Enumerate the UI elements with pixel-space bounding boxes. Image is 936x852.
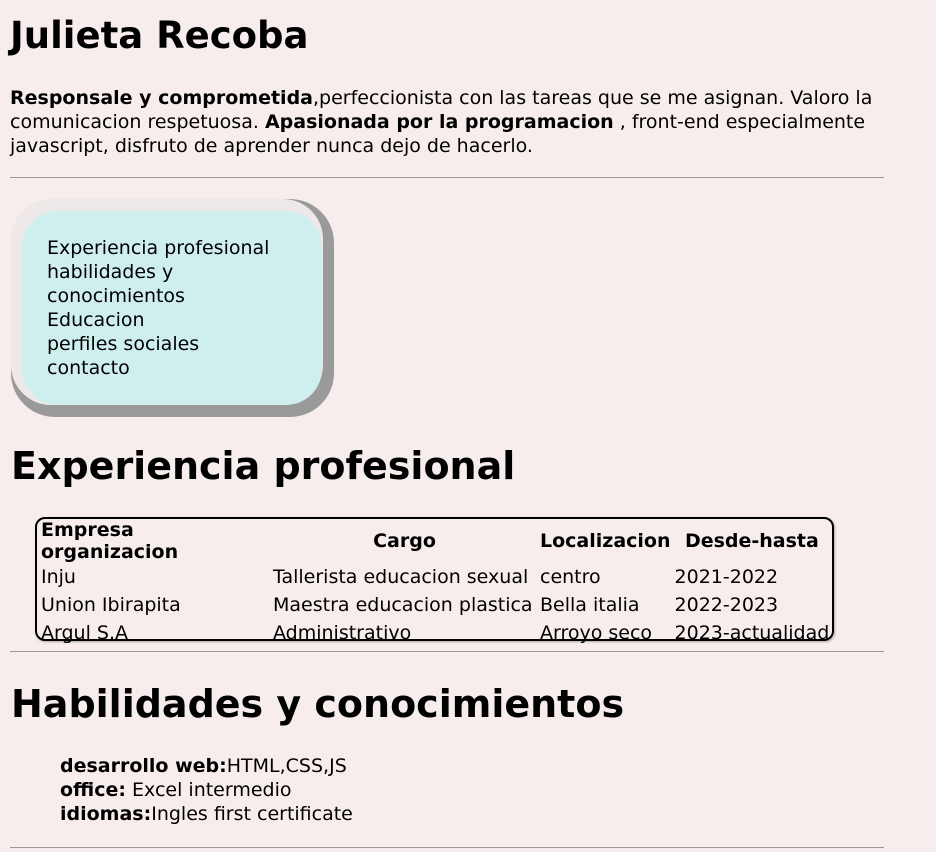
divider	[10, 847, 884, 848]
table-cell: Inju	[41, 566, 76, 588]
skill-label: idiomas:	[60, 803, 152, 825]
table-cell: Argul S.A	[41, 622, 128, 644]
nav-item-experiencia[interactable]: Experiencia profesional	[47, 237, 270, 259]
table-row	[39, 619, 831, 647]
section-title-habilidades: Habilidades y conocimientos	[11, 682, 625, 726]
column-header-empresa: Empresa organizacion	[41, 519, 179, 563]
intro-text-2: , front-end especialmente javascript, disfruto de aprender nunca dejo de hacerlo.	[10, 111, 866, 157]
table-cell: Bella italia	[540, 594, 640, 616]
table-cell: Arroyo seco	[540, 622, 653, 644]
divider	[10, 177, 884, 178]
nav-item-contacto[interactable]: contacto	[47, 357, 130, 379]
column-header-cargo: Cargo	[373, 530, 436, 552]
skill-value: HTML,CSS,JS	[226, 755, 347, 777]
nav-item-perfiles[interactable]: perfiles sociales	[47, 333, 200, 355]
table-cell: Maestra educacion plastica	[273, 594, 533, 616]
table-row	[39, 591, 831, 619]
intro-paragraph	[10, 86, 885, 158]
table-cell: 2022-2023	[674, 594, 779, 616]
skills-list	[60, 754, 353, 826]
divider	[10, 651, 884, 652]
table-row	[39, 563, 831, 591]
experience-table	[39, 519, 831, 647]
intro-bold-passion: Apasionada por la programacion	[264, 111, 614, 133]
nav-menu	[47, 236, 292, 380]
table-cell: 2023-actualidad	[674, 622, 830, 644]
table-cell: Union Ibirapita	[41, 594, 181, 616]
intro-text-1: ,perfeccionista con las tareas que se me asignan. Valoro la comunicacion respetuosa.	[10, 87, 873, 133]
table-cell: 2021-2022	[674, 566, 779, 588]
column-header-localizacion: Localizacion	[540, 530, 671, 552]
skill-label: office:	[60, 779, 126, 801]
table-cell: Tallerista educacion sexual	[273, 566, 529, 588]
table-cell: Administrativo	[273, 622, 412, 644]
column-header-desde-hasta: Desde-hasta	[684, 530, 819, 552]
list-item	[60, 778, 353, 802]
nav-item-educacion[interactable]: Educacion	[47, 309, 145, 331]
intro-bold-responsible: Responsale y comprometida	[10, 87, 313, 109]
table-cell: centro	[540, 566, 601, 588]
nav-item-habilidades[interactable]: habilidades y conocimientos	[47, 261, 185, 307]
table-header-row	[39, 519, 831, 563]
section-title-experiencia: Experiencia profesional	[11, 444, 516, 488]
list-item	[60, 802, 353, 826]
page-title: Julieta Recoba	[10, 14, 309, 57]
skill-label: desarrollo web:	[60, 755, 227, 777]
skill-value: Ingles first certificate	[151, 803, 353, 825]
skill-value: Excel intermedio	[126, 779, 292, 801]
list-item	[60, 754, 353, 778]
